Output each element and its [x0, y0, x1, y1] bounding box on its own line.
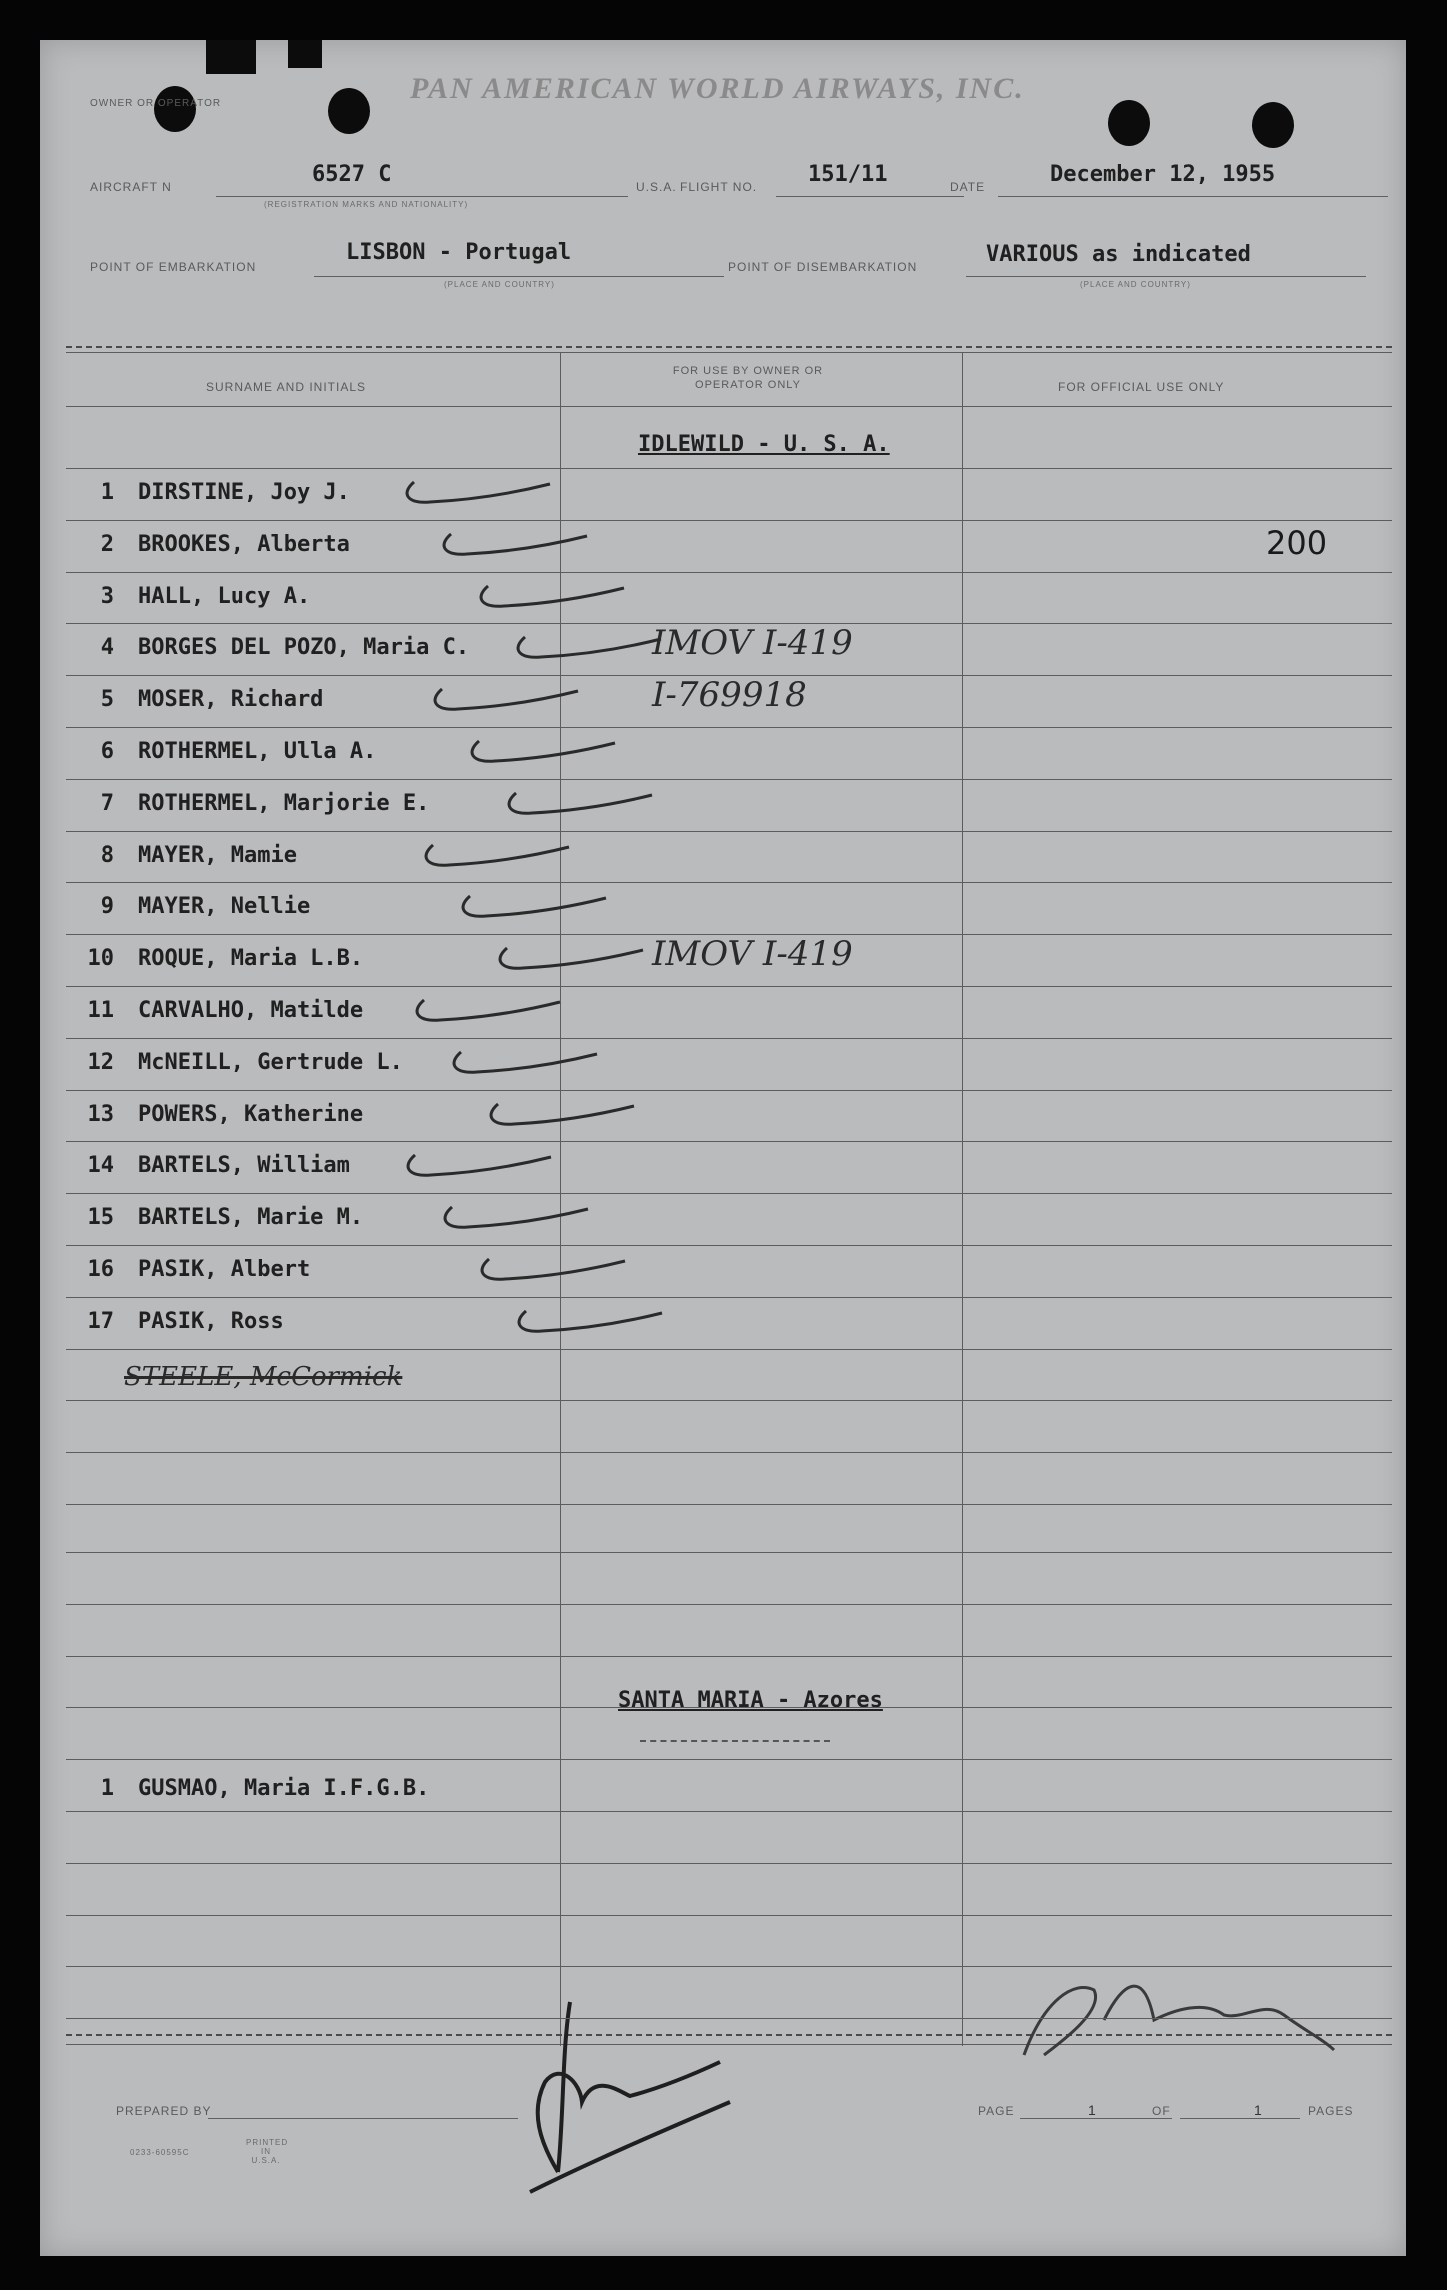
- date-label: DATE: [950, 180, 986, 194]
- passenger-number: 3: [100, 583, 114, 609]
- passenger-name: BARTELS, William: [138, 1153, 350, 1179]
- table-top-rule: [66, 346, 1392, 348]
- check-mark: [401, 1147, 601, 1187]
- check-mark: [410, 992, 610, 1032]
- passenger-name: BARTELS, Marie M.: [138, 1205, 364, 1231]
- registration-caption: (REGISTRATION MARKS AND NATIONALITY): [264, 200, 469, 209]
- passenger-name: BROOKES, Alberta: [138, 531, 350, 557]
- disembark-value: VARIOUS as indicated: [986, 242, 1251, 267]
- passenger-number: 6: [100, 739, 114, 764]
- page-underline: [1020, 2118, 1172, 2119]
- handwritten-note: IMOV I-419: [652, 623, 853, 664]
- passenger-name: GUSMAO, Maria I.F.G.B.: [138, 1776, 430, 1801]
- disembark-underline: [966, 276, 1366, 277]
- of-num: 1: [1254, 2102, 1263, 2118]
- embark-caption: (PLACE AND COUNTRY): [444, 280, 555, 289]
- punch-hole: [1252, 102, 1294, 148]
- ruled-line: [66, 1349, 1392, 1350]
- passenger-name: DIRSTINE, Joy J.: [138, 480, 350, 505]
- ruled-line: [66, 1552, 1392, 1553]
- ruled-line: [66, 1400, 1392, 1401]
- passenger-number: 1: [100, 480, 114, 505]
- ruled-line: [66, 1090, 1392, 1091]
- torn-tab: [288, 40, 322, 68]
- ruled-line: [66, 1193, 1392, 1194]
- punch-hole: [154, 86, 196, 132]
- of-label: OF: [1152, 2104, 1171, 2118]
- check-mark: [484, 1096, 684, 1136]
- passenger-name: MAYER, Nellie: [138, 894, 311, 920]
- flight-value: 151/11: [808, 162, 888, 187]
- date-value: December 12, 1955: [1050, 162, 1276, 187]
- ruled-line: [66, 1038, 1392, 1039]
- passenger-number: 9: [100, 894, 114, 920]
- date-underline: [998, 196, 1388, 197]
- prepared-label: PREPARED BY: [116, 2104, 212, 2118]
- passenger-name: CARVALHO, Matilde: [138, 998, 364, 1023]
- passenger-name: HALL, Lucy A.: [138, 583, 311, 609]
- passenger-number: 10: [87, 946, 114, 972]
- prepared-underline: [208, 2118, 518, 2119]
- column-divider: [962, 352, 963, 2046]
- ruled-line: [66, 1863, 1392, 1864]
- ruled-line: [66, 1656, 1392, 1657]
- ruled-line: [66, 520, 1392, 521]
- passenger-number: 13: [87, 1101, 114, 1127]
- check-mark: [438, 1199, 638, 1239]
- header-bottom-rule: [66, 406, 1392, 407]
- embark-label: POINT OF EMBARKATION: [90, 260, 257, 274]
- destination-idlewild: IDLEWILD - U. S. A.: [638, 432, 890, 457]
- passenger-number: 14: [87, 1153, 114, 1179]
- struck-entry: STEELE, McCormick: [124, 1362, 403, 1392]
- passenger-number: 4: [100, 635, 114, 661]
- passenger-name: PASIK, Albert: [138, 1257, 311, 1282]
- handwritten-note: IMOV I-419: [652, 934, 853, 975]
- check-mark: [502, 785, 702, 825]
- aircraft-value: 6527 C: [312, 162, 392, 187]
- ruled-line: [66, 1915, 1392, 1916]
- embark-underline: [314, 276, 724, 277]
- ruled-line: [66, 727, 1392, 728]
- surname-header: SURNAME AND INITIALS: [206, 380, 367, 394]
- embark-value: LISBON - Portugal: [346, 240, 572, 265]
- official-count: 200: [1266, 524, 1328, 562]
- dash-line: [640, 1740, 830, 1742]
- punch-hole: [328, 88, 370, 134]
- check-mark: [437, 526, 637, 566]
- punch-hole: [1108, 100, 1150, 146]
- passenger-number: 15: [87, 1205, 114, 1231]
- flight-underline: [776, 196, 964, 197]
- ruled-line: [66, 1297, 1392, 1298]
- form-code: 0233-60595C: [130, 2148, 190, 2157]
- check-mark: [465, 733, 665, 773]
- ruled-line: [66, 1604, 1392, 1605]
- signature-prepared: [470, 1992, 750, 2202]
- check-mark: [474, 578, 674, 618]
- passenger-number: 11: [87, 998, 114, 1023]
- owner-label: OWNER OR OPERATOR: [90, 98, 222, 109]
- passenger-number: 2: [100, 531, 114, 557]
- destination-santa-maria: SANTA MARIA - Azores: [618, 1688, 883, 1713]
- ruled-line: [66, 1811, 1392, 1812]
- check-mark: [456, 888, 656, 928]
- signature-official: [1004, 1960, 1344, 2070]
- passenger-name: PASIK, Ross: [138, 1308, 284, 1334]
- passenger-number: 8: [100, 842, 114, 868]
- passenger-name: MAYER, Mamie: [138, 842, 297, 868]
- table-top-rule: [66, 352, 1392, 353]
- ruled-line: [66, 1452, 1392, 1453]
- passenger-name: MOSER, Richard: [138, 687, 324, 713]
- ruled-line: [66, 1707, 1392, 1708]
- company-name: PAN AMERICAN WORLD AIRWAYS, INC.: [410, 72, 1025, 105]
- disembark-label: POINT OF DISEMBARKATION: [728, 260, 918, 274]
- handwritten-note: I-769918: [652, 675, 807, 716]
- check-mark: [400, 474, 600, 514]
- page-num: 1: [1088, 2102, 1097, 2118]
- usa-label: U.S.A.: [636, 180, 677, 194]
- flight-label: FLIGHT NO.: [680, 180, 758, 194]
- ruled-line: [66, 468, 1392, 469]
- ruled-line: [66, 831, 1392, 832]
- check-mark: [447, 1044, 647, 1084]
- passenger-name: ROTHERMEL, Ulla A.: [138, 739, 377, 764]
- passenger-number: 12: [87, 1049, 114, 1075]
- passenger-number: 17: [87, 1308, 114, 1334]
- aircraft-underline: [216, 196, 628, 197]
- official-use-header: FOR OFFICIAL USE ONLY: [1058, 380, 1225, 394]
- owner-use-header: FOR USE BY OWNER OR OPERATOR ONLY: [672, 365, 824, 391]
- ruled-line: [66, 1759, 1392, 1760]
- passenger-number: 5: [100, 687, 114, 713]
- check-mark: [512, 1303, 712, 1343]
- passenger-name: ROQUE, Maria L.B.: [138, 946, 364, 972]
- passenger-number: 1: [100, 1776, 114, 1801]
- of-underline: [1180, 2118, 1300, 2119]
- ruled-line: [66, 986, 1392, 987]
- page-label: PAGE: [978, 2104, 1015, 2118]
- check-mark: [475, 1251, 675, 1291]
- ruled-line: [66, 1966, 1392, 1967]
- disembark-caption: (PLACE AND COUNTRY): [1080, 280, 1191, 289]
- passenger-number: 7: [100, 790, 114, 816]
- aircraft-label: AIRCRAFT N: [90, 180, 172, 194]
- check-mark: [419, 837, 619, 877]
- manifest-sheet: [40, 40, 1406, 2256]
- pages-label: PAGES: [1308, 2104, 1354, 2118]
- passenger-name: POWERS, Katherine: [138, 1101, 364, 1127]
- ruled-line: [66, 1141, 1392, 1142]
- passenger-name: ROTHERMEL, Marjorie E.: [138, 790, 430, 816]
- ruled-line: [66, 1245, 1392, 1246]
- ruled-line: [66, 779, 1392, 780]
- ruled-line: [66, 882, 1392, 883]
- torn-tab: [206, 40, 256, 74]
- ruled-line: [66, 572, 1392, 573]
- ruled-line: [66, 2018, 1392, 2019]
- check-mark: [428, 681, 628, 721]
- passenger-name: BORGES DEL POZO, Maria C.: [138, 635, 470, 661]
- passenger-number: 16: [87, 1257, 114, 1282]
- printed-mark: PRINTED IN U.S.A.: [246, 2138, 289, 2165]
- ruled-line: [66, 1504, 1392, 1505]
- passenger-name: McNEILL, Gertrude L.: [138, 1049, 403, 1075]
